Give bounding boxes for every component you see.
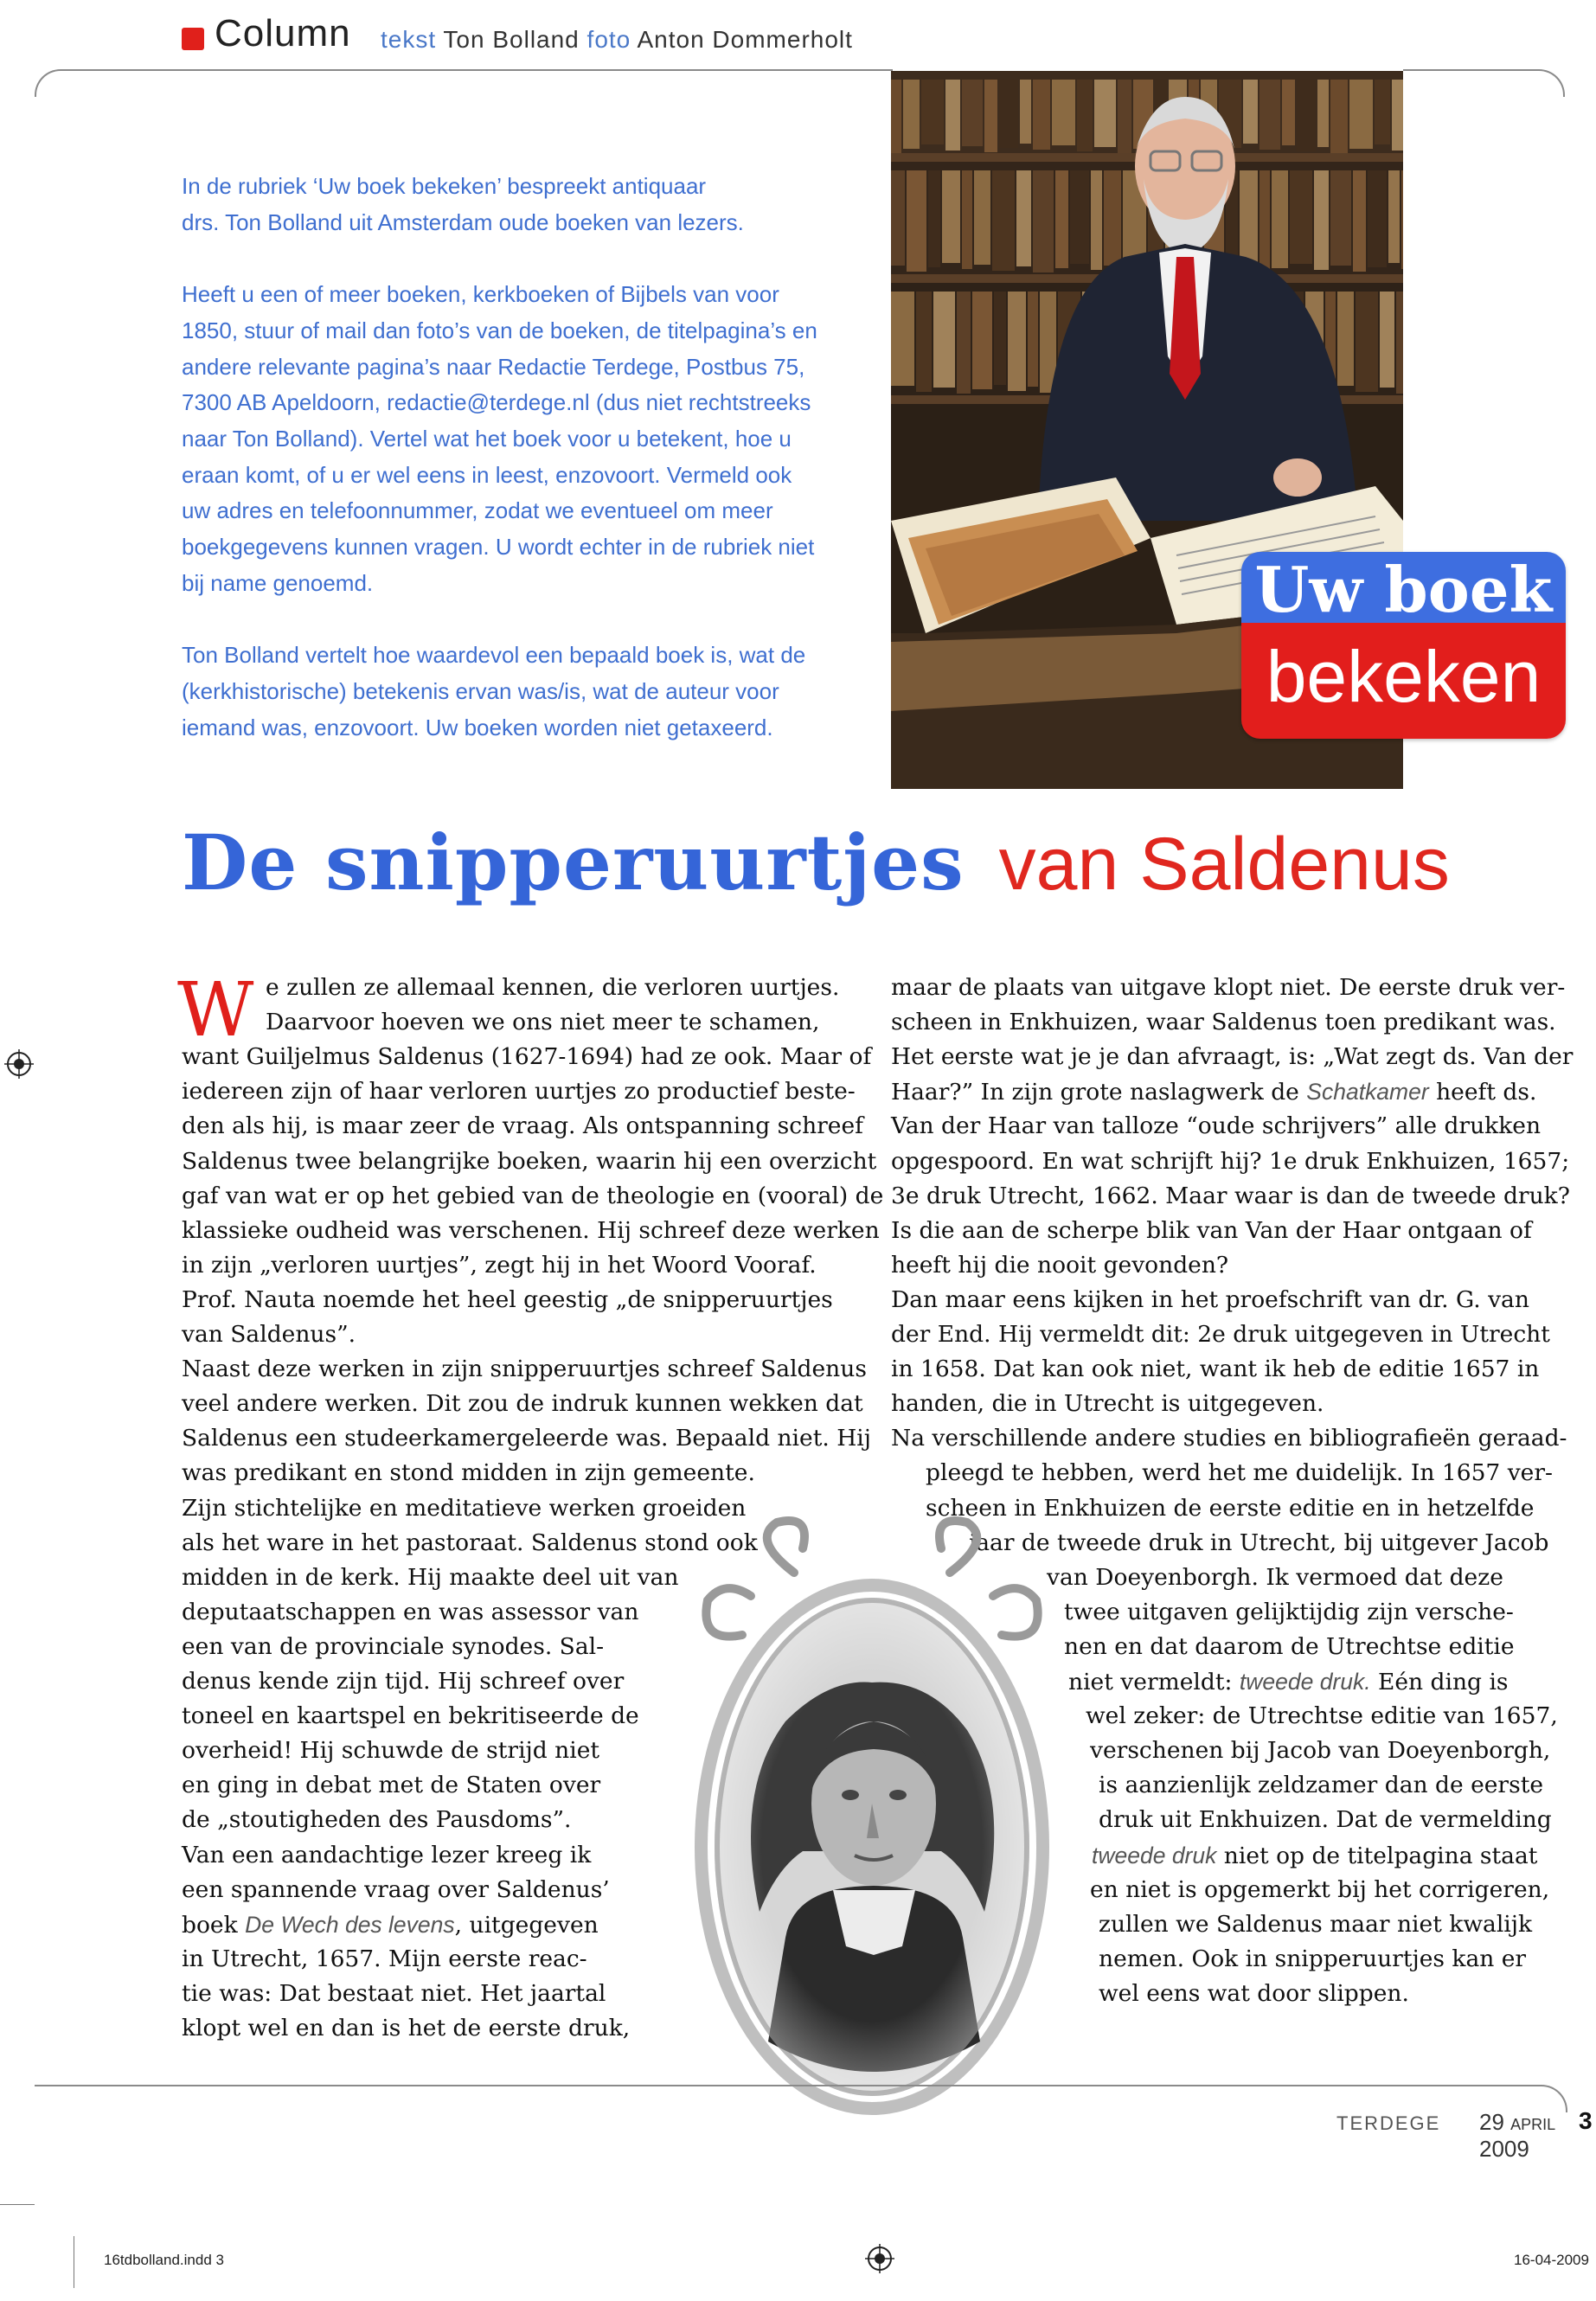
intro-line: iemand was, enzovoort. Uw boeken worden niet getaxeerd.: [182, 714, 773, 740]
book-spine: [1388, 170, 1400, 263]
registration-mark-icon: [4, 1049, 34, 1079]
saldenus-portrait: [682, 1505, 1062, 2145]
badge-line-2: bekeken: [1241, 623, 1566, 739]
article-line: twee uitgaven gelijktijdig zijn versche-: [1064, 1598, 1514, 1625]
article-line: opgespoord. En wat schrijft hij? 1e druk Enkhuizen, 1657;: [891, 1147, 1570, 1175]
intro-line: 1850, stuur of mail dan foto’s van de boeken, de titelpagina’s en: [182, 317, 817, 343]
article-line: handen, die in Utrecht is uitgegeven.: [891, 1390, 1324, 1418]
intro-line: naar Ton Bolland). Vertel wat het boek voor u betekent, hoe u: [182, 425, 792, 452]
book-spine: [1077, 80, 1093, 151]
column-badge: [1241, 552, 1566, 739]
headline-light: van Saldenus: [998, 823, 1450, 906]
credit-label-text: tekst: [381, 26, 437, 53]
book-spine: [1104, 170, 1121, 266]
article-line: den als hij, is maar zeer de vraag. Als ontspanning schreef: [182, 1112, 863, 1140]
article-line: Dan maar eens kijken in het proefschrift van dr. G. van: [891, 1285, 1529, 1313]
book-spine: [916, 292, 932, 392]
article-line: Van een aandachtige lezer kreeg ik: [182, 1841, 592, 1868]
book-spine: [1008, 292, 1026, 391]
section-marker: [182, 28, 204, 50]
article-line: midden in de kerk. Hij maakte deel uit van: [182, 1563, 679, 1591]
intro-line: (kerkhistorische) betekenis ervan was/is, wat de auteur voor: [182, 677, 779, 704]
article-line: der End. Hij vermeldt dit: 2e druk uitgegeven in Utrecht: [891, 1321, 1550, 1348]
slug-filename: 16tdbolland.indd 3: [104, 2252, 224, 2268]
article-line: een spannende vraag over Saldenus’: [182, 1875, 610, 1903]
book-spine: [1033, 80, 1050, 150]
article-line: wel zeker: de Utrechtse editie van 1657,: [1086, 1702, 1558, 1730]
article-line: was predikant en stond midden in zijn gemeente.: [182, 1459, 755, 1487]
article-line: scheen in Enkhuizen de eerste editie en in hetzelfde: [926, 1494, 1535, 1522]
book-spine: [1401, 170, 1403, 269]
article-line: een van de provinciale synodes. Sal-: [182, 1632, 605, 1660]
italic-title: tweede druk.: [1239, 1669, 1371, 1695]
article-line: denus kende zijn tijd. Hij schreef over: [182, 1668, 625, 1695]
book-spine: [1317, 80, 1329, 147]
header-rule: [35, 69, 893, 97]
article-line: Zijn stichtelijke en meditatieve werken groeiden: [182, 1494, 747, 1522]
book-spine: [1016, 170, 1031, 266]
crop-mark: [0, 2204, 35, 2205]
article-line: Van der Haar van talloze “oude schrijvers” alle drukken: [891, 1112, 1542, 1140]
book-spine: [1028, 292, 1038, 387]
book-spine: [1356, 292, 1378, 392]
article-line: is aanzienlijk zeldzamer dan de eerste: [1099, 1772, 1544, 1799]
article-line: boek De Wech des levens, uitgegeven: [182, 1911, 599, 1939]
book-spine: [1091, 170, 1102, 270]
article-line: klopt wel en dan is het de eerste druk,: [182, 2015, 631, 2041]
italic-title: tweede druk: [1092, 1842, 1217, 1868]
italic-title: De Wech des levens: [245, 1911, 455, 1938]
header-rule-right: [1403, 69, 1565, 97]
credit-photographer: Anton Dommerholt: [637, 26, 853, 53]
book-spine: [974, 170, 990, 265]
intro-line: bij name genoemd.: [182, 569, 374, 596]
article-line: en ging in debat met de Staten over: [182, 1772, 601, 1799]
book-spine: [891, 170, 905, 266]
article-line: in zijn „verloren uurtjes”, zegt hij in het Woord Vooraf.: [182, 1251, 817, 1279]
book-spine: [994, 292, 1006, 385]
drop-cap: W: [177, 967, 254, 1054]
book-spine: [1240, 170, 1258, 266]
intro-line: eraan komt, of u er wel eens in leest, enzovoort. Vermeld ook: [182, 461, 792, 488]
article-line: zullen we Saldenus maar niet kwalijk: [1099, 1910, 1533, 1938]
article-line: maar de plaats van uitgave klopt niet. De eerste druk ver-: [891, 974, 1566, 1001]
article-line: toneel en kaartspel en bekritiseerde de: [182, 1702, 639, 1730]
article-line: Haar?” In zijn grote naslagwerk de Schatkamer heeft ds.: [891, 1079, 1537, 1106]
article-line: tweede druk niet op de titelpagina staat: [1092, 1842, 1538, 1869]
book-spine: [903, 80, 920, 149]
book-spine: [942, 170, 960, 263]
credit-author: Ton Bolland: [443, 26, 580, 53]
book-spine: [928, 170, 940, 267]
italic-title: Schatkamer: [1306, 1079, 1429, 1106]
book-spine: [1353, 170, 1366, 272]
book-spine: [1052, 80, 1075, 145]
book-spine: [1070, 170, 1089, 264]
book-spine: [972, 292, 992, 389]
book-spine: [957, 292, 971, 394]
book-spine: [1396, 292, 1403, 394]
article-line: in 1658. Dat kan ook niet, want ik heb de editie 1657 in: [891, 1356, 1540, 1383]
book-spine: [999, 80, 1018, 148]
slug-date: 16-04-2009: [1514, 2252, 1589, 2268]
footer-publication: TERDEGE: [1336, 2112, 1441, 2134]
article-line: van Doeyenborgh. Ik vermoed dat deze: [1047, 1563, 1503, 1591]
article-line: pleegd te hebben, werd het me duidelijk. In 1657 ver-: [926, 1459, 1553, 1487]
headline-bold: De snipperuurtjes: [182, 817, 965, 907]
article-line: scheen in Enkhuizen, waar Saldenus toen predikant was.: [891, 1009, 1556, 1036]
book-spine: [1330, 170, 1351, 266]
book-spine: [984, 80, 997, 152]
article-line: niet vermeldt: tweede druk. Eén ding is: [1068, 1669, 1509, 1695]
article-line: deputaatschappen en was assessor van: [182, 1598, 639, 1625]
article-line: 3e druk Utrecht, 1662. Maar waar is dan de tweede druk?: [891, 1182, 1570, 1209]
book-spine: [992, 170, 1015, 271]
article-line: Saldenus twee belangrijke boeken, waarin hij een overzicht: [182, 1147, 877, 1175]
book-spine: [921, 80, 944, 144]
intro-line: Ton Bolland vertelt hoe waardevol een bepaald boek is, wat de: [182, 642, 806, 669]
article-line: van Saldenus”.: [182, 1321, 356, 1348]
article-line: en niet is opgemerkt bij het corrigeren,: [1090, 1875, 1550, 1903]
book-spine: [1094, 80, 1116, 147]
article-line: gaf van wat er op het gebied van de theologie en (vooral) de: [182, 1182, 884, 1209]
book-spine: [1282, 80, 1295, 145]
intro-line: andere relevante pagina’s naar Redactie Terdege, Postbus 75,: [182, 353, 805, 380]
article-line: verschenen bij Jacob van Doeyenborgh,: [1090, 1737, 1551, 1765]
article-line: als het ware in het pastoraat. Saldenus stond ook: [182, 1529, 758, 1556]
book-spine: [1330, 80, 1348, 153]
book-spine: [1259, 80, 1280, 150]
registration-mark-icon: [865, 2244, 894, 2273]
footer-rule: [35, 2085, 1567, 2112]
book-spine: [891, 80, 901, 153]
intro-line: 7300 AB Apeldoorn, redactie@terdege.nl (dus niet rechtstreeks: [182, 389, 811, 416]
book-spine: [1392, 80, 1403, 151]
book-spine: [1314, 170, 1329, 270]
credit-label-photo: foto: [586, 26, 631, 53]
article-line: iedereen zijn of haar verloren uurtjes zo productief beste-: [182, 1078, 856, 1106]
book-spine: [1380, 292, 1394, 388]
credits: [381, 26, 853, 54]
book-spine: [933, 292, 955, 388]
article-line: Saldenus een studeerkamergeleerde was. Bepaald niet. Hij: [182, 1425, 871, 1452]
article-line: overheid! Hij schuwde de strijd niet: [182, 1737, 600, 1765]
book-spine: [1375, 80, 1390, 144]
book-spine: [891, 292, 914, 386]
intro-line: uw adres en telefoonnummer, zodat we eventueel om meer: [182, 497, 773, 524]
article-line: want Guiljelmus Saldenus (1627-1694) had ze ook. Maar of: [182, 1043, 872, 1071]
intro-line: In de rubriek ‘Uw boek bekeken’ bespreekt antiquaar: [182, 173, 707, 199]
article-line: Na verschillende andere studies en bibliografieën geraad-: [891, 1425, 1567, 1452]
book-spine: [1243, 80, 1258, 144]
book-spine: [1033, 170, 1054, 272]
intro-paragraph-1: [182, 169, 874, 240]
article-line: nen en dat daarom de Utrechtse editie: [1064, 1632, 1515, 1660]
book-spine: [962, 80, 983, 146]
article-line: klassieke oudheid was verschenen. Hij schreef deze werken: [182, 1216, 880, 1244]
book-spine: [1118, 80, 1131, 153]
book-spine: [1349, 80, 1373, 149]
article-line: tie was: Dat bestaat niet. Het jaartal: [182, 1979, 606, 2007]
article-line: Prof. Nauta noemde het heel geestig „de snipperuurtjes: [182, 1285, 833, 1313]
footer-page-number: 3: [1579, 2107, 1593, 2134]
book-spine: [1337, 292, 1354, 386]
article-line: heeft hij die nooit gevonden?: [891, 1251, 1229, 1279]
article-line: veel andere werken. Dit zou de indruk kunnen wekken dat: [182, 1390, 863, 1418]
intro-paragraph-3: [182, 638, 874, 746]
article-line: Naast deze werken in zijn snipperuurtjes schreef Saldenus: [182, 1356, 867, 1383]
book-spine: [945, 80, 960, 151]
article-line: druk uit Enkhuizen. Dat de vermelding: [1099, 1806, 1552, 1834]
book-spine: [1290, 170, 1312, 264]
book-spine: [1297, 80, 1316, 151]
intro-line: boekgegevens kunnen vragen. U wordt echter in de rubriek niet: [182, 534, 815, 561]
book-spine: [907, 170, 926, 272]
article-line: Daarvoor hoeven we ons niet meer te schamen,: [266, 1009, 820, 1036]
book-spine: [962, 170, 972, 269]
article-line: Het eerste wat je je dan afvraagt, is: „Wat zegt ds. Van der: [891, 1043, 1574, 1071]
article-line: nemen. Ook in snipperuurtjes kan er: [1099, 1945, 1527, 1972]
footer-date: 29 april 2009: [1479, 2109, 1556, 2162]
article-line: Is die aan de scherpe blik van Van der Haar ontgaan of: [891, 1216, 1532, 1244]
badge-line-1: Uw boek: [1241, 552, 1566, 623]
intro-text: [182, 169, 874, 782]
article-line: e zullen ze allemaal kennen, die verloren uurtjes.: [266, 974, 840, 1001]
article-line: jaar de tweede druk in Utrecht, bij uitgever Jacob: [969, 1529, 1549, 1556]
book-spine: [1259, 170, 1270, 272]
book-spine: [1020, 80, 1031, 144]
section-label: Column: [215, 12, 351, 54]
article-line: in Utrecht, 1657. Mijn eerste reac-: [182, 1945, 587, 1972]
intro-line: drs. Ton Bolland uit Amsterdam oude boeken van lezers.: [182, 208, 744, 235]
book-spine: [1272, 170, 1288, 268]
intro-paragraph-2: [182, 277, 874, 601]
book-spine: [1055, 170, 1068, 268]
article-headline: [182, 817, 1450, 907]
article-line: wel eens wat door slippen.: [1099, 1979, 1409, 2007]
article-line: de „stoutigheden des Pausdoms”.: [182, 1806, 572, 1834]
intro-line: Heeft u een of meer boeken, kerkboeken of Bijbels van voor: [182, 281, 779, 308]
book-spine: [1368, 170, 1387, 267]
